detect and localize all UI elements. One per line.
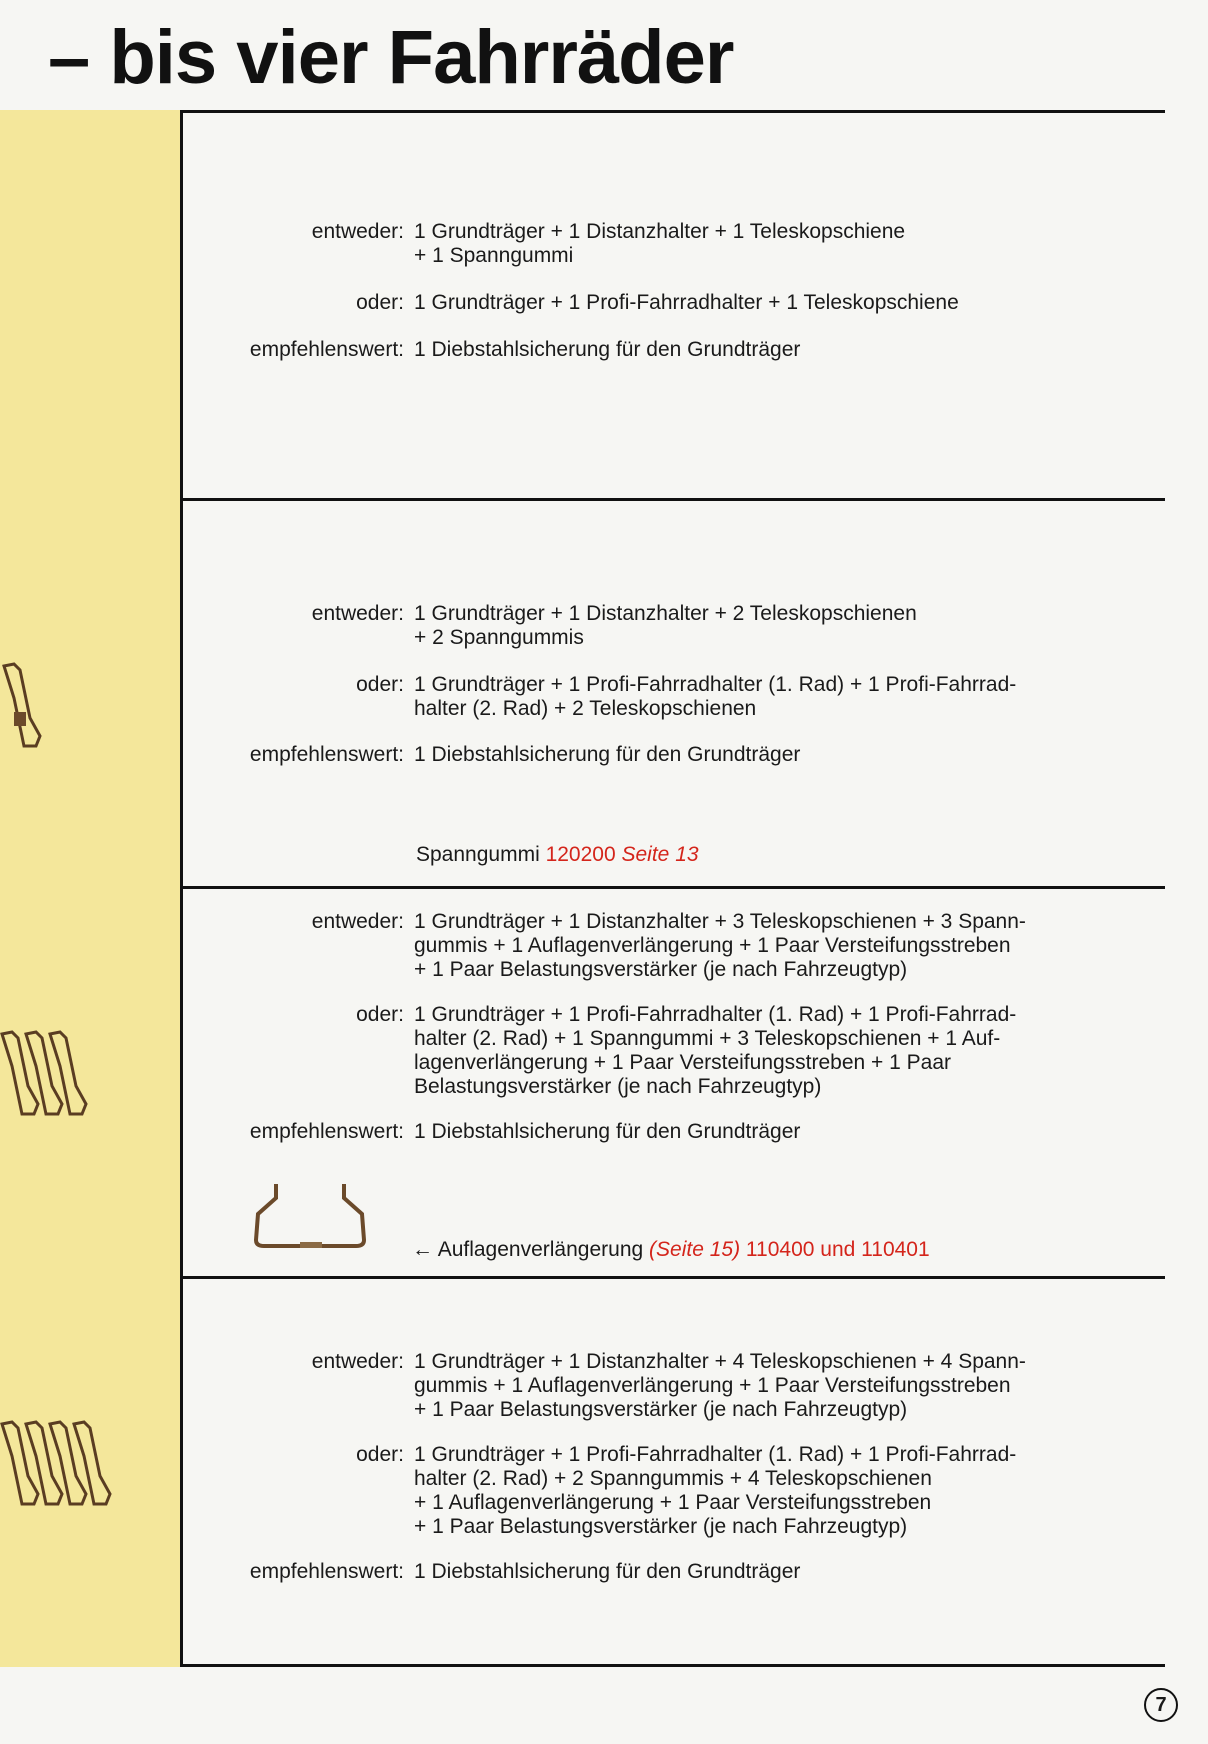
option-recommended [200, 743, 1180, 767]
option-either [200, 220, 1180, 268]
part-reference [416, 843, 699, 867]
option-recommended [200, 1120, 1180, 1144]
part-reference [412, 1238, 930, 1262]
entry-label: entweder: [311, 910, 404, 933]
page-title: – bis vier Fahrräder [48, 15, 734, 100]
page-reference: (Seite 15) [649, 1238, 741, 1261]
entry-text: 1 Grundträger + 1 Profi-Fahrradhalter (1. Rad) + 1 Profi-Fahrrad- halter (2. Rad) + 2 Spanngummis + 4 Teleskopschienen + 1 Auflagenverlängerung + 1 Paar Versteifungsstreben + 1 Paar Belastungsverstärker (je nach Fahrzeugtyp) [414, 1443, 1017, 1538]
entry-label: oder: [356, 1443, 404, 1466]
entry-label: oder: [356, 1003, 404, 1026]
option-either [200, 910, 1180, 982]
entry-label: empfehlenswert: [249, 743, 404, 766]
entry-label: entweder: [311, 220, 404, 243]
entry-text: 1 Diebstahlsicherung für den Grundträger [414, 1120, 801, 1143]
bike-rail-icon [0, 1416, 120, 1516]
page-number: 7 [1144, 1688, 1178, 1722]
option-either [200, 1350, 1180, 1422]
part-code: 110400 und 110401 [745, 1238, 930, 1261]
option-or [200, 291, 1180, 315]
option-or [200, 673, 1180, 721]
option-or [200, 1443, 1180, 1539]
entry-text: 1 Grundträger + 1 Profi-Fahrradhalter (1. Rad) + 1 Profi-Fahrrad- halter (2. Rad) + 1 Spanngummi + 3 Teleskopschienen + 1 Auf- lagenverlängerung + 1 Paar Versteifungsstreben + 1 Paar Belastungsverstärker (je nach Fahrzeugtyp) [414, 1003, 1017, 1098]
arrow-left-icon: ← [412, 1238, 433, 1261]
entry-label: oder: [356, 291, 404, 314]
entry-label: empfehlenswert: [249, 338, 404, 361]
entry-text: 1 Diebstahlsicherung für den Grundträger [414, 1560, 801, 1583]
entry-label: entweder: [311, 602, 404, 625]
part-name: Spanngummi [416, 843, 540, 866]
entry-label: entweder: [311, 1350, 404, 1373]
option-recommended [200, 1560, 1180, 1584]
option-or [200, 1003, 1180, 1099]
entry-label: oder: [356, 673, 404, 696]
part-code: 120200 [545, 843, 616, 866]
bike-rail-icon [0, 658, 50, 758]
option-recommended [200, 338, 1180, 362]
sidebar-panel [0, 886, 183, 1278]
config-section-3 [0, 886, 1165, 1278]
entry-text: 1 Grundträger + 1 Distanzhalter + 3 Teleskopschienen + 3 Spann- gummis + 1 Auflagenverlängerung + 1 Paar Versteifungsstreben + 1 Paar Belastungsverstärker (je nach Fahrzeugtyp) [414, 910, 1026, 981]
entry-text: 1 Grundträger + 1 Distanzhalter + 1 Teleskopschiene + 1 Spanngummi [414, 220, 906, 267]
entry-text: 1 Grundträger + 1 Profi-Fahrradhalter + 1 Teleskopschiene [414, 291, 959, 314]
support-extension-icon [248, 1178, 373, 1250]
entry-label: empfehlenswert: [249, 1560, 404, 1583]
entry-text: 1 Grundträger + 1 Distanzhalter + 4 Teleskopschienen + 4 Spann- gummis + 1 Auflagenverlängerung + 1 Paar Versteifungsstreben + 1 Paar Belastungsverstärker (je nach Fahrzeugtyp) [414, 1350, 1026, 1421]
sidebar-panel [0, 498, 183, 888]
bike-rail-icon [0, 1026, 90, 1126]
entry-text: 1 Diebstahlsicherung für den Grundträger [414, 743, 801, 766]
entry-text: 1 Grundträger + 1 Profi-Fahrradhalter (1. Rad) + 1 Profi-Fahrrad- halter (2. Rad) + 2 Teleskopschienen [414, 673, 1017, 720]
option-either [200, 602, 1180, 650]
part-name: Auflagenverlängerung [437, 1238, 644, 1261]
page-reference: Seite 13 [621, 843, 699, 866]
entry-text: 1 Diebstahlsicherung für den Grundträger [414, 338, 801, 361]
config-section-1 [0, 110, 1165, 500]
entry-text: 1 Grundträger + 1 Distanzhalter + 2 Teleskopschienen + 2 Spanngummis [414, 602, 917, 649]
config-section-2 [0, 498, 1165, 888]
sidebar-panel [0, 110, 183, 500]
config-section-4 [0, 1276, 1165, 1667]
sidebar-panel [0, 1276, 183, 1667]
entry-label: empfehlenswert: [249, 1120, 404, 1143]
